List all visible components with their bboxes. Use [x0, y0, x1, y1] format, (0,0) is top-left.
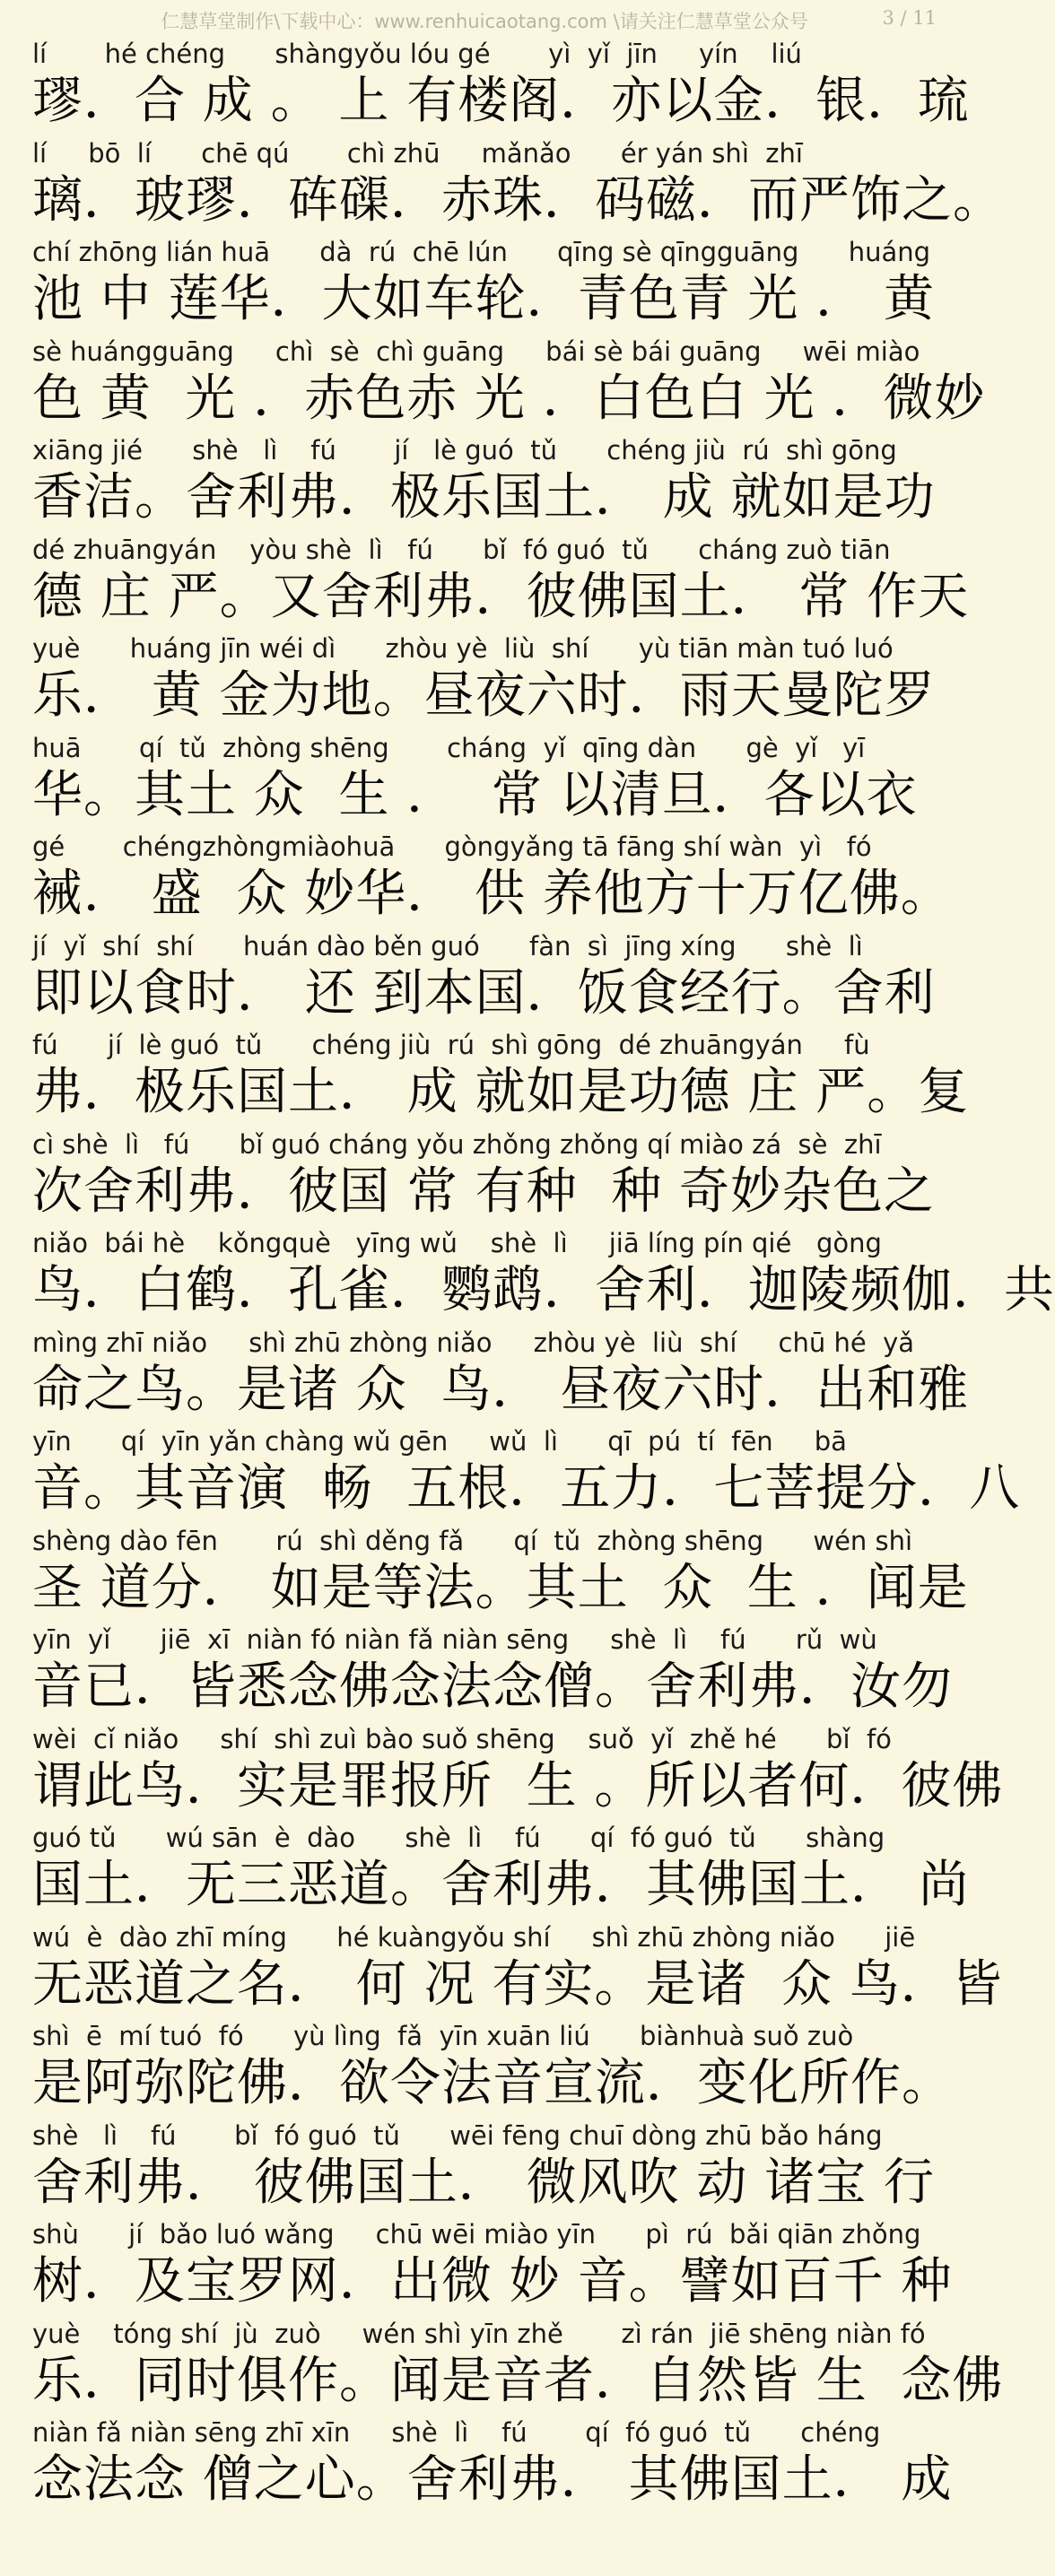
text-line — [32, 1523, 969, 1623]
pinyin-line: mìng zhī niǎo shì zhū zhòng niǎo zhòu yè liù shí chū hé yǎ — [32, 1327, 915, 1358]
pinyin-line: gé chéngzhòngmiàohuā gòngyǎng tā fāng shí wàn yì fó — [32, 831, 872, 862]
hanzi-line: 国土．无三恶道。舍利弗．其佛国土． 尚 — [32, 1856, 970, 1914]
hanzi-line: 乐．同时俱作。闻是音者．自然皆 生 念佛 — [32, 2351, 1004, 2410]
pinyin-line: shì ē mí tuó fó yù lìng fǎ yīn xuān liú biànhuà suǒ zuò — [32, 2021, 854, 2051]
text-line — [32, 928, 937, 1028]
text-line — [32, 1919, 1003, 2019]
pinyin-line: yīn qí yīn yǎn chàng wǔ gēn wǔ lì qī pú tí fēn bā — [32, 1426, 847, 1457]
text-line — [32, 2216, 953, 2316]
hanzi-line: 是阿弥陀佛．欲令法音宣流．变化所作。 — [32, 2054, 953, 2112]
hanzi-line: 圣 道分． 如是等法。其土 众 生 ．闻是 — [32, 1558, 969, 1617]
hanzi-line: 音已．皆悉念佛念法念僧。舍利弗．汝勿 — [32, 1658, 953, 1716]
pinyin-line: huā qí tǔ zhòng shēng cháng yǐ qīng dàn gè yǐ yī — [32, 732, 866, 763]
scripture-text-body — [32, 36, 1055, 2514]
text-line — [32, 135, 1004, 235]
header-watermark-text: 仁慧草堂制作\下载中心：www.renhuicaotang.com \请关注仁慧草堂公众号 — [161, 11, 808, 32]
text-line — [32, 1127, 937, 1226]
hanzi-line: 鸟．白鹤．孔雀．鹦鹉．舍利．迦陵频伽．共 — [32, 1261, 1055, 1319]
pinyin-line: jí yǐ shí shí huán dào běn guó fàn sì jīng xíng shè lì — [32, 930, 863, 962]
hanzi-line: 舍利弗． 彼佛国土． 微风吹 动 诸宝 行 — [32, 2153, 936, 2212]
pinyin-line: yuè tóng shí jù zuò wén shì yīn zhě zì rán jiē shēng niàn fó — [32, 2318, 926, 2349]
pinyin-line: wèi cǐ niǎo shí shì zuì bào suǒ shēng suǒ yǐ zhě hé bǐ fó — [32, 1723, 892, 1754]
hanzi-line: 树．及宝罗网．出微 妙 音。譬如百千 种 — [32, 2252, 953, 2311]
text-line — [32, 2415, 953, 2514]
text-line — [32, 2118, 937, 2217]
page-number: 3 / 11 — [882, 7, 937, 29]
text-line — [32, 829, 952, 928]
hanzi-line: 池 中 莲华．大如车轮．青色青 光 ． 黄 — [32, 270, 936, 328]
text-line — [32, 1027, 970, 1127]
pinyin-line: cì shè lì fú bǐ guó cháng yǒu zhǒng zhǒng qí miào zá sè zhī — [32, 1128, 882, 1160]
text-line — [32, 36, 970, 135]
text-line — [32, 1721, 1004, 1821]
hanzi-line: 音。其音演 畅 五根．五力．七菩提分．八 — [32, 1459, 1021, 1518]
pinyin-line: lí bō lí chē qú chì zhū mǎnǎo ér yán shì zhī — [32, 137, 803, 169]
text-line — [32, 1820, 970, 1919]
hanzi-line: 裓． 盛 众 妙华． 供 养他方十万亿佛。 — [32, 865, 952, 923]
text-line — [32, 631, 937, 730]
text-line — [32, 334, 986, 433]
text-line — [32, 432, 937, 532]
text-line — [32, 1225, 1055, 1325]
hanzi-line: 华。其土 众 生 ． 常 以清旦．各以衣 — [32, 765, 918, 824]
page-header — [0, 0, 969, 39]
hanzi-line: 璆．合 成 。 上 有楼阁．亦以金．银．琉 — [32, 72, 970, 130]
hanzi-line: 色 黄 光 ．赤色赤 光 ．白色白 光 ．微妙 — [32, 369, 986, 428]
text-line — [32, 234, 937, 334]
hanzi-line: 弗．极乐国土． 成 就如是功德 庄 严。复 — [32, 1063, 970, 1121]
pinyin-line: fú jí lè guó tǔ chéng jiù rú shì gōng dé zhuāngyán fù — [32, 1030, 870, 1060]
pinyin-line: guó tǔ wú sān è dào shè lì fú qí fó guó tǔ shàng — [32, 1823, 885, 1853]
pinyin-line: shèng dào fēn rú shì děng fǎ qí tǔ zhòng shēng wén shì — [32, 1525, 913, 1556]
pinyin-line: yīn yǐ jiē xī niàn fó niàn fǎ niàn sēng shè lì fú rǔ wù — [32, 1624, 877, 1655]
hanzi-line: 无恶道之名． 何 况 有实。是诸 众 鸟．皆 — [32, 1954, 1003, 2014]
hanzi-line: 次舍利弗．彼国 常 有种 种 奇妙杂色之 — [32, 1162, 936, 1221]
pinyin-line: sè huángguāng chì sè chì guāng bái sè bái guāng wēi miào — [32, 335, 920, 367]
pinyin-line: shù jí bǎo luó wǎng chū wēi miào yīn pì rú bǎi qiān zhǒng — [32, 2219, 921, 2250]
text-line — [32, 730, 937, 830]
hanzi-line: 香洁。舍利弗．极乐国土． 成 就如是功 — [32, 468, 936, 527]
pinyin-line: niàn fǎ niàn sēng zhī xīn shè lì fú qí fó guó tǔ chéng — [32, 2417, 881, 2448]
hanzi-line: 乐． 黄 金为地。昼夜六时．雨天曼陀罗 — [32, 666, 936, 725]
hanzi-line: 璃．玻璆．砗磲．赤珠．码磁．而严饰之。 — [32, 170, 1004, 230]
hanzi-line: 谓此鸟．实是罪报所 生 。所以者何．彼佛 — [32, 1756, 1004, 1815]
pinyin-line: dé zhuāngyán yòu shè lì fú bǐ fó guó tǔ cháng zuò tiān — [32, 534, 891, 565]
pinyin-line: wú è dào zhī míng hé kuàngyǒu shí shì zhū zhòng niǎo jiē — [32, 1921, 916, 1953]
pinyin-line: lí hé chéng shàngyǒu lóu gé yì yǐ jīn yín liú — [32, 39, 802, 69]
text-line — [32, 532, 970, 631]
pinyin-line: yuè huáng jīn wéi dì zhòu yè liù shí yù tiān màn tuó luó — [32, 633, 894, 664]
hanzi-line: 念法念 僧之心。舍利弗． 其佛国土． 成 — [32, 2450, 953, 2509]
hanzi-line: 德 庄 严。又舍利弗．彼佛国土． 常 作天 — [32, 567, 970, 626]
pinyin-line: niǎo bái hè kǒngquè yīng wǔ shè lì jiā líng pín qié gòng — [32, 1228, 882, 1258]
text-line — [32, 2316, 1004, 2415]
pinyin-line: shè lì fú bǐ fó guó tǔ wēi fēng chuī dòng zhū bǎo háng — [32, 2119, 883, 2151]
hanzi-line: 即以食时． 还 到本国．饭食经行。舍利 — [32, 963, 936, 1023]
hanzi-line: 命之鸟。是诸 众 鸟． 昼夜六时．出和雅 — [32, 1360, 970, 1419]
text-line — [32, 1325, 970, 1424]
pinyin-line: chí zhōng lián huā dà rú chē lún qīng sè qīngguāng huáng — [32, 237, 931, 267]
text-line — [32, 1423, 1021, 1523]
pinyin-line: xiāng jié shè lì fú jí lè guó tǔ chéng jiù rú shì gōng — [32, 435, 897, 466]
text-line — [32, 1622, 953, 1721]
text-line — [32, 2018, 953, 2118]
